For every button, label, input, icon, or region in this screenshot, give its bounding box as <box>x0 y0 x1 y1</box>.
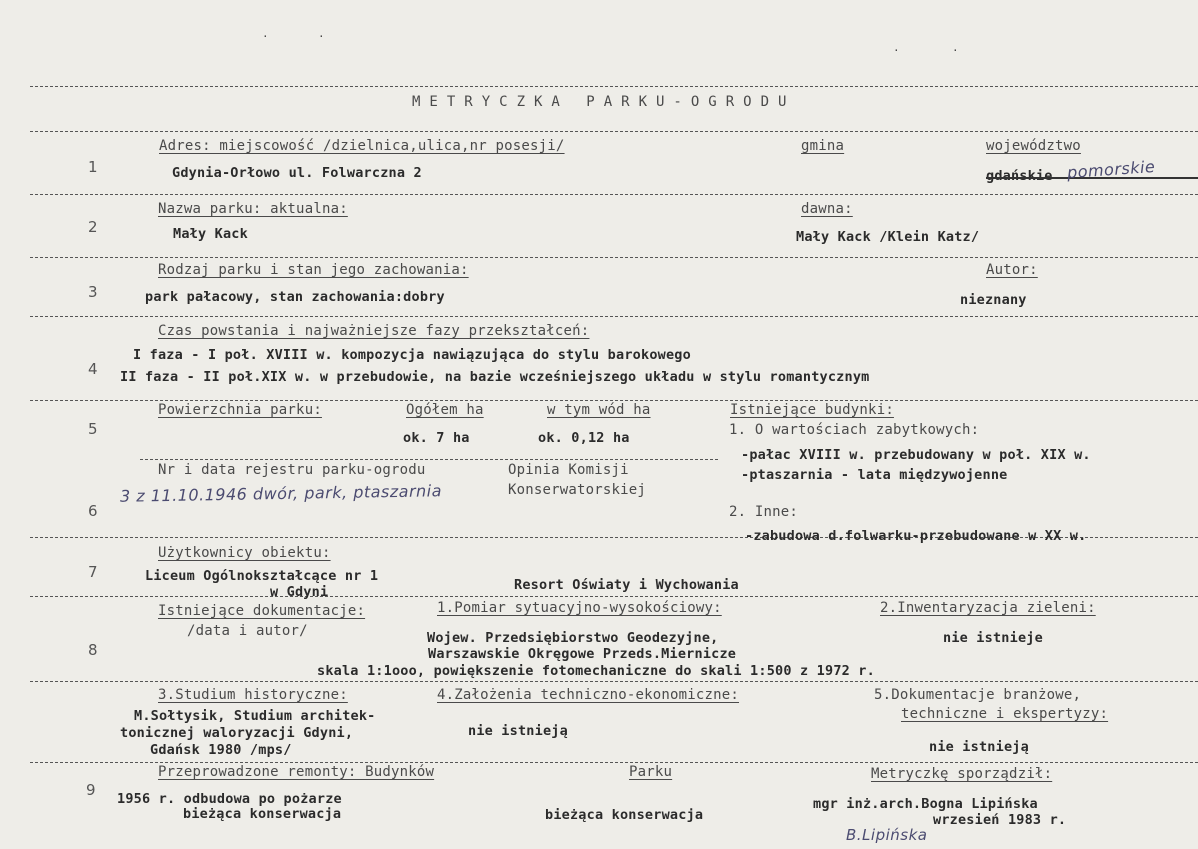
other-buildings-value: -zabudowa d.folwarku-przebudowane w XX w. <box>745 528 1087 544</box>
row-number: 4 <box>88 360 98 378</box>
voivodeship-label: województwo <box>986 138 1081 154</box>
address-label: Adres: miejscowość /dzielnica,ulica,nr posesji/ <box>159 138 565 154</box>
voivodeship-value: gdańskie <box>986 168 1198 184</box>
branch-docs-label-line1: 5.Dokumentacje branżowe, <box>874 687 1082 703</box>
docs-label: Istniejące dokumentacje: <box>158 603 366 619</box>
row-number: 1 <box>88 158 98 176</box>
user-value-line2: w Gdyni <box>270 584 329 600</box>
repairs-label: Przeprowadzone remonty: Budynków <box>158 764 435 780</box>
total-area-value: ok. 7 ha <box>403 430 470 446</box>
former-name-value: Mały Kack /Klein Katz/ <box>796 229 980 245</box>
building-1: -pałac XVIII w. przebudowany w poł. XIX w. <box>741 447 1091 463</box>
park-name-label: Nazwa parku: aktualna: <box>158 201 348 217</box>
divider <box>30 762 1198 763</box>
survey-label: 1.Pomiar sytuacyjno-wysokościowy: <box>437 600 722 616</box>
address-value: Gdynia-Orłowo ul. Folwarczna 2 <box>172 165 422 181</box>
tech-econ-value: nie istnieją <box>468 723 568 739</box>
divider <box>30 131 1198 132</box>
branch-docs-value: nie istnieją <box>929 739 1029 755</box>
history-study-line1: M.Sołtysik, Studium architek- <box>134 708 376 724</box>
scan-speck: · <box>893 44 900 57</box>
row-number: 2 <box>88 218 98 236</box>
opinion-label-line1: Opinia Komisji <box>508 462 629 478</box>
gmina-label: gmina <box>801 138 845 154</box>
divider <box>30 400 1198 401</box>
water-area-label: w tym wód ha <box>547 402 651 418</box>
docs-sublabel: /data i autor/ <box>187 623 308 639</box>
total-area-label: Ogółem ha <box>406 402 484 418</box>
owner-value: Resort Oświaty i Wychowania <box>514 577 739 593</box>
signature: B.Lipińska <box>846 826 928 844</box>
phase-1: I faza - I poł. XVIII w. kompozycja nawiązująca do stylu barokowego <box>133 347 691 363</box>
register-label: Nr i data rejestru parku-ogrodu <box>158 462 426 478</box>
former-name-label: dawna: <box>801 201 853 217</box>
opinion-label-line2: Konserwatorskiej <box>508 482 647 498</box>
author-value: nieznany <box>960 292 1027 308</box>
greenery-value: nie istnieje <box>943 630 1043 646</box>
prepared-by-label: Metryczkę sporządził: <box>871 766 1053 782</box>
users-label: Użytkownicy obiektu: <box>158 545 331 561</box>
scan-speck: · <box>318 30 325 43</box>
survey-value-line3: skala 1:1ooo, powiększenie fotomechaniczne do skali 1:500 z 1972 r. <box>317 663 875 679</box>
phase-2: II faza - II poł.XIX w. w przebudowie, na bazie wcześniejszego układu w stylu romantycznym <box>120 369 870 385</box>
row-number: 6 <box>88 502 98 520</box>
historic-buildings-label: 1. O wartościach zabytkowych: <box>729 422 980 438</box>
scan-speck: · <box>952 44 959 57</box>
divider <box>30 86 1198 87</box>
park-repairs-label: Parku <box>629 764 673 780</box>
building-2: -ptaszarnia - lata międzywojenne <box>741 467 1008 483</box>
divider <box>140 459 718 460</box>
tech-econ-label: 4.Założenia techniczno-ekonomiczne: <box>437 687 740 703</box>
greenery-label: 2.Inwentaryzacja zieleni: <box>880 600 1096 616</box>
divider <box>30 316 1198 317</box>
divider <box>30 194 1198 195</box>
history-study-line2: tonicznej waloryzacji Gdyni, <box>120 725 354 741</box>
row-number: 8 <box>88 641 98 659</box>
row-number: 7 <box>88 563 98 581</box>
register-handwritten: 3 z 11.10.1946 dwór, park, ptaszarnia <box>119 481 443 506</box>
other-buildings-label: 2. Inne: <box>729 504 799 520</box>
author-label: Autor: <box>986 262 1038 278</box>
water-area-value: ok. 0,12 ha <box>538 430 630 446</box>
area-label: Powierzchnia parku: <box>158 402 322 418</box>
row-number: 3 <box>88 283 98 301</box>
repairs-value-line2: bieżąca konserwacja <box>183 806 342 822</box>
branch-docs-label-line2: techniczne i ekspertyzy: <box>901 706 1109 722</box>
survey-value-line2: Warszawskie Okręgowe Przeds.Miernicze <box>428 646 737 662</box>
row-number: 9 <box>86 781 96 799</box>
park-name-value: Mały Kack <box>173 226 248 242</box>
survey-value-line1: Wojew. Przedsiębiorstwo Geodezyjne, <box>427 630 719 646</box>
park-repairs-value: bieżąca konserwacja <box>545 807 704 823</box>
history-study-line3: Gdańsk 1980 /mps/ <box>150 742 292 758</box>
divider <box>30 681 1198 682</box>
row-number: 5 <box>88 420 98 438</box>
park-type-label: Rodzaj parku i stan jego zachowania: <box>158 262 469 278</box>
prepared-date: wrzesień 1983 r. <box>933 812 1067 828</box>
prepared-by-name: mgr inż.arch.Bogna Lipińska <box>813 796 1038 812</box>
buildings-label: Istniejące budynki: <box>730 402 894 418</box>
scan-speck: · <box>262 30 269 43</box>
voivodeship-handwritten: pomorskie <box>1066 156 1156 183</box>
park-type-value: park pałacowy, stan zachowania:dobry <box>145 289 445 305</box>
user-value-line1: Liceum Ogólnokształcące nr 1 <box>145 568 379 584</box>
phases-label: Czas powstania i najważniejsze fazy przekształceń: <box>158 323 590 339</box>
divider <box>30 596 1198 597</box>
page-title: METRYCZKA PARKU-OGRODU <box>412 94 796 110</box>
history-study-label: 3.Studium historyczne: <box>158 687 348 703</box>
repairs-value-line1: 1956 r. odbudowa po pożarze <box>117 791 342 807</box>
divider <box>30 257 1198 258</box>
